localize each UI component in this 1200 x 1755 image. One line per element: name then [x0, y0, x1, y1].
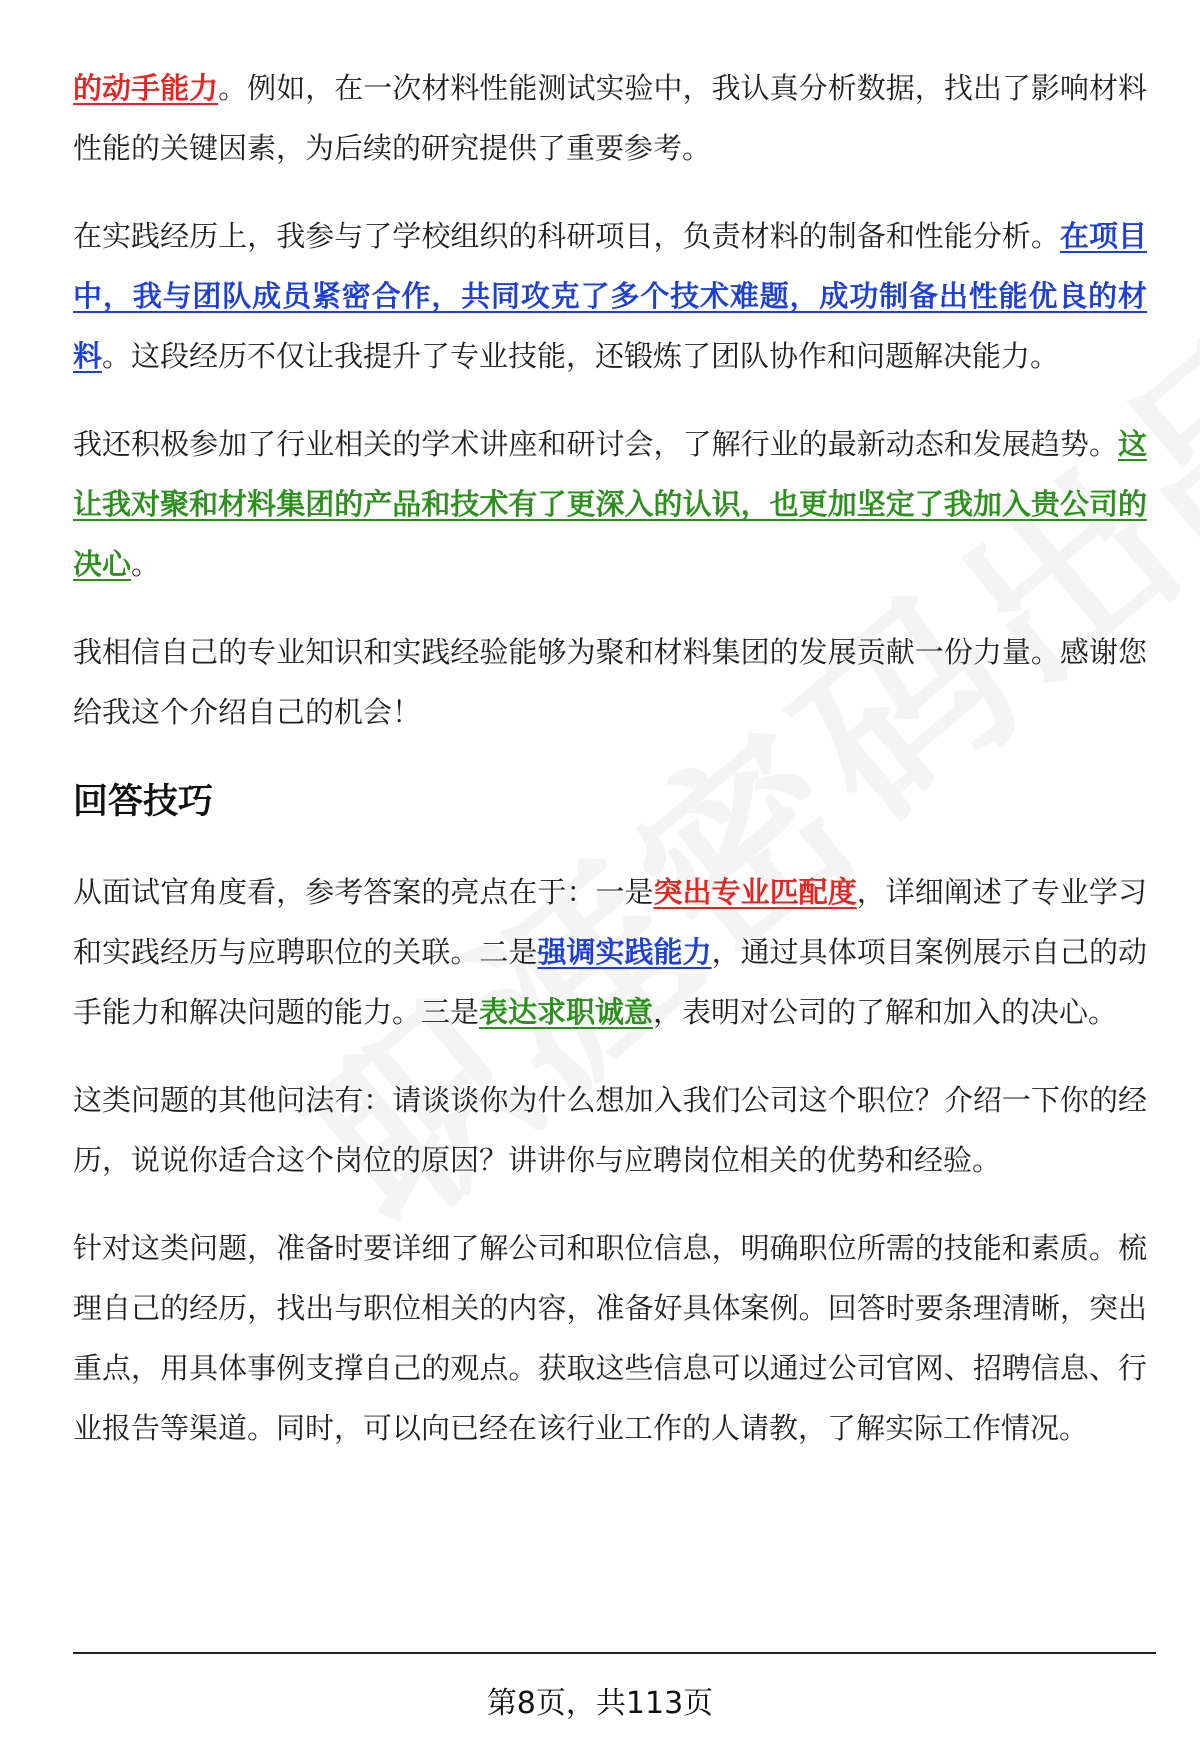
body-text: 我还积极参加了行业相关的学术讲座和研讨会，了解行业的最新动态和发展趋势。 — [73, 427, 1118, 461]
body-text: 。例如，在一次材料性能测试实验中，我认真分析数据，找出了影响材料性能的关键因素，为后续的研究提供了重要参考。 — [73, 71, 1147, 165]
body-text: 。 — [131, 547, 161, 581]
body-text: 从面试官角度看，参考答案的亮点在于：一是 — [73, 875, 654, 909]
paragraph — [73, 862, 1147, 1042]
paragraph — [73, 622, 1147, 742]
footer-divider — [73, 1652, 1156, 1654]
body-text: ，通过具体项目案例展示自己的动手能力和解决问题的能力。三是 — [73, 935, 1147, 1029]
highlight-text: 这让我对聚和材料集团的产品和技术有了更深入的认识，也更加坚定了我加入贵公司的决心 — [73, 427, 1147, 581]
highlight-text: 的动手能力 — [73, 71, 219, 105]
paragraph — [73, 1070, 1147, 1190]
body-text: 。这段经历不仅让我提升了专业技能，还锻炼了团队协作和问题解决能力。 — [102, 339, 1060, 373]
answer-paragraphs — [73, 58, 1147, 742]
paragraph — [73, 414, 1147, 594]
section-title: 回答技巧 — [73, 782, 214, 822]
body-text: ，详细阐述了专业学习和实践经历与应聘职位的关联。二是 — [73, 875, 1147, 969]
highlight-text: 突出专业匹配度 — [653, 875, 857, 909]
paragraph — [73, 206, 1147, 386]
body-text: 针对这类问题，准备时要详细了解公司和职位信息，明确职位所需的技能和素质。梳理自己的经历，找出与职位相关的内容，准备好具体案例。回答时要条理清晰，突出重点，用具体事例支撑自己的观点。获取这些信息可以通过公司官网、招聘信息、行业报告等渠道。同时，可以向已经在该行业工作的人请教，了解实际工作情况。 — [73, 1231, 1147, 1445]
tips-paragraphs — [73, 862, 1147, 1458]
body-text: 这类问题的其他问法有：请谈谈你为什么想加入我们公司这个职位？介绍一下你的经历，说说你适合这个岗位的原因？讲讲你与应聘岗位相关的优势和经验。 — [73, 1083, 1147, 1177]
highlight-text: 在项目中，我与团队成员紧密合作，共同攻克了多个技术难题，成功制备出性能优良的材料 — [73, 219, 1147, 373]
document-body — [73, 58, 1147, 1486]
body-text: 我相信自己的专业知识和实践经验能够为聚和材料集团的发展贡献一份力量。感谢您给我这个介绍自己的机会！ — [73, 635, 1147, 729]
paragraph — [73, 1218, 1147, 1458]
page-number: 第8页，共113页 — [486, 1686, 714, 1721]
paragraph — [73, 58, 1147, 178]
highlight-text: 强调实践能力 — [537, 935, 712, 969]
body-text: ，表明对公司的了解和加入的决心。 — [653, 995, 1118, 1029]
body-text: 在实践经历上，我参与了学校组织的科研项目，负责材料的制备和性能分析。 — [73, 219, 1060, 253]
highlight-text: 表达求职诚意 — [479, 995, 654, 1029]
